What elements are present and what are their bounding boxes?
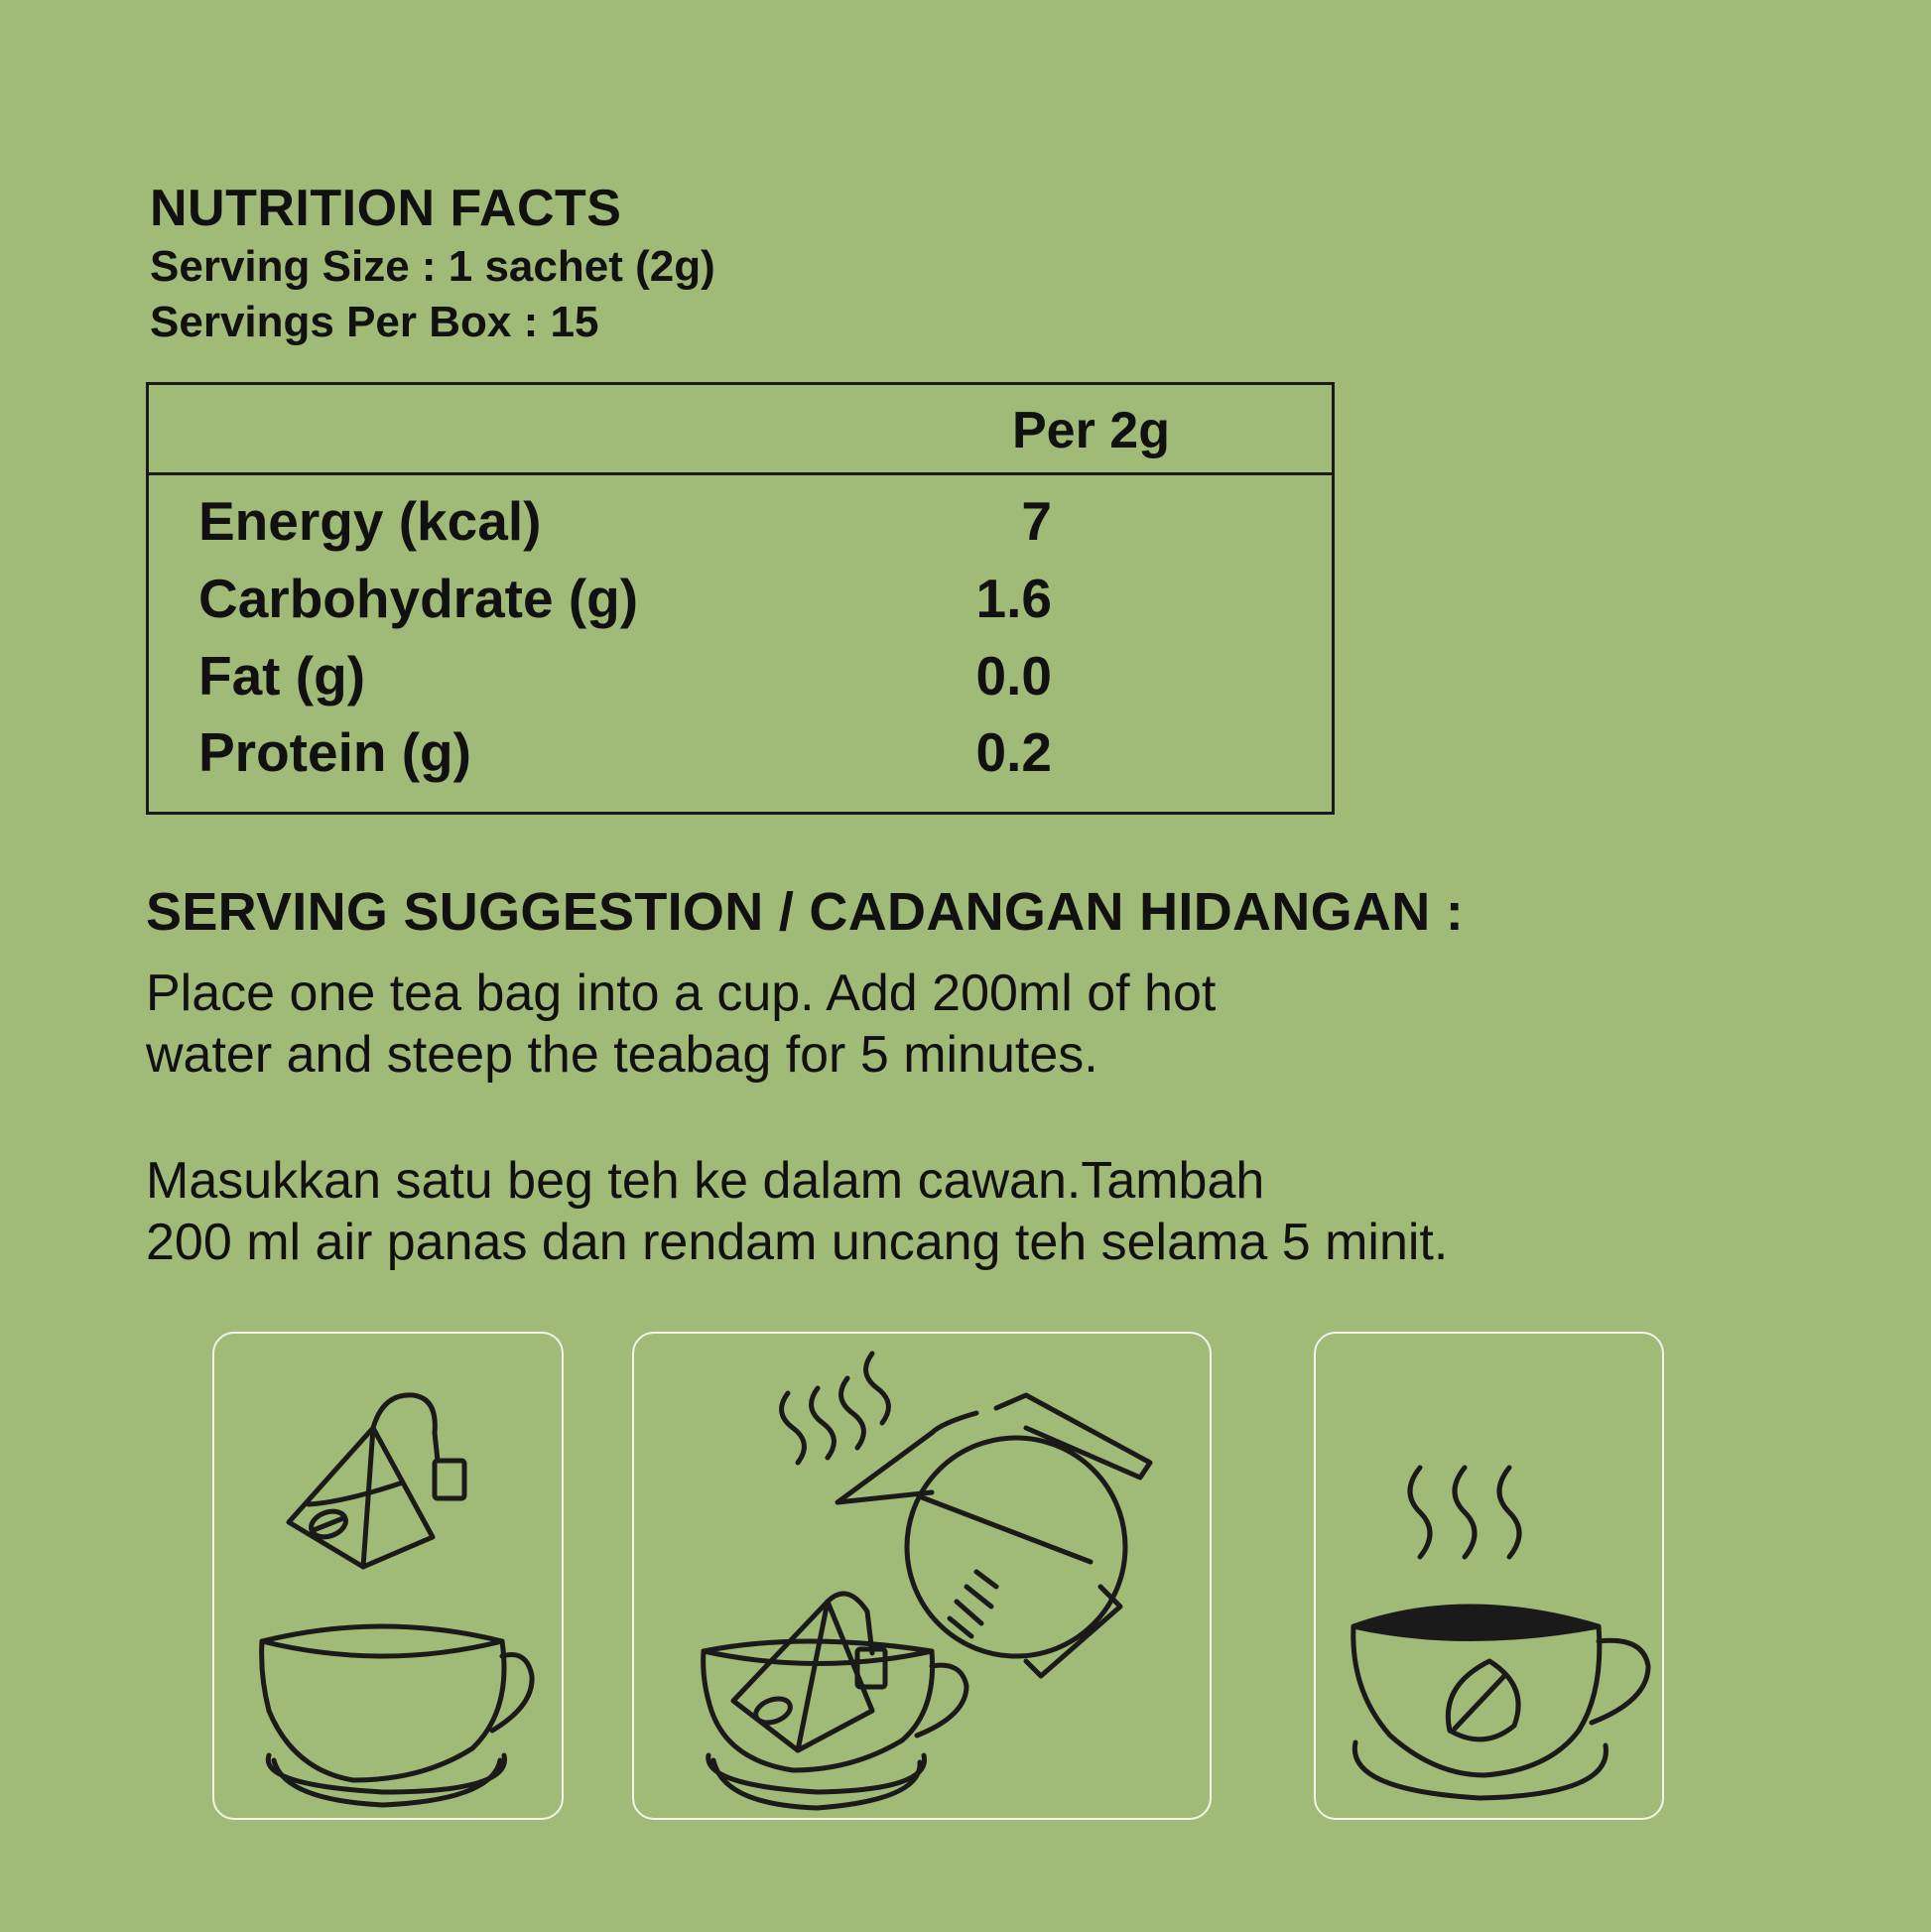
malay-line-2: 200 ml air panas dan rendam uncang teh selama 5 minit. bbox=[146, 1214, 1449, 1271]
table-header bbox=[149, 385, 1332, 475]
serving-suggestion-title: SERVING SUGGESTION / CADANGAN HIDANGAN : bbox=[146, 882, 1465, 942]
table-row bbox=[198, 567, 1290, 636]
step-2-panel bbox=[632, 1332, 1212, 1820]
table-row bbox=[198, 720, 1290, 790]
servings-per-box: Servings Per Box : 15 bbox=[150, 298, 599, 346]
malay-line-1: Masukkan satu beg teh ke dalam cawan.Tambah bbox=[146, 1152, 1265, 1210]
row-label: Energy (kcal) bbox=[198, 490, 542, 552]
english-instructions bbox=[146, 963, 1783, 1086]
pour-hot-water-icon bbox=[634, 1334, 1214, 1822]
nutrition-title: NUTRITION FACTS bbox=[150, 180, 622, 237]
step-1-panel bbox=[212, 1332, 564, 1820]
teabag-into-cup-icon bbox=[214, 1334, 566, 1822]
serving-size: Serving Size : 1 sachet (2g) bbox=[150, 242, 715, 291]
row-label: Protein (g) bbox=[198, 721, 471, 783]
malay-instructions bbox=[146, 1150, 1783, 1273]
steaming-tea-cup-icon bbox=[1316, 1334, 1666, 1822]
row-value: 1.6 bbox=[975, 568, 1052, 629]
table-row bbox=[198, 644, 1290, 713]
english-line-1: Place one tea bag into a cup. Add 200ml of hot bbox=[146, 965, 1217, 1022]
row-value: 7 bbox=[1021, 490, 1052, 552]
row-label: Fat (g) bbox=[198, 645, 366, 707]
row-value: 0.2 bbox=[975, 721, 1052, 783]
row-label: Carbohydrate (g) bbox=[198, 568, 639, 629]
step-3-panel bbox=[1314, 1332, 1664, 1820]
nutrition-table bbox=[146, 382, 1335, 815]
english-line-2: water and steep the teabag for 5 minutes. bbox=[146, 1026, 1098, 1084]
column-header-per-2g: Per 2g bbox=[1012, 402, 1170, 459]
table-row bbox=[198, 489, 1290, 559]
row-value: 0.0 bbox=[975, 645, 1052, 707]
